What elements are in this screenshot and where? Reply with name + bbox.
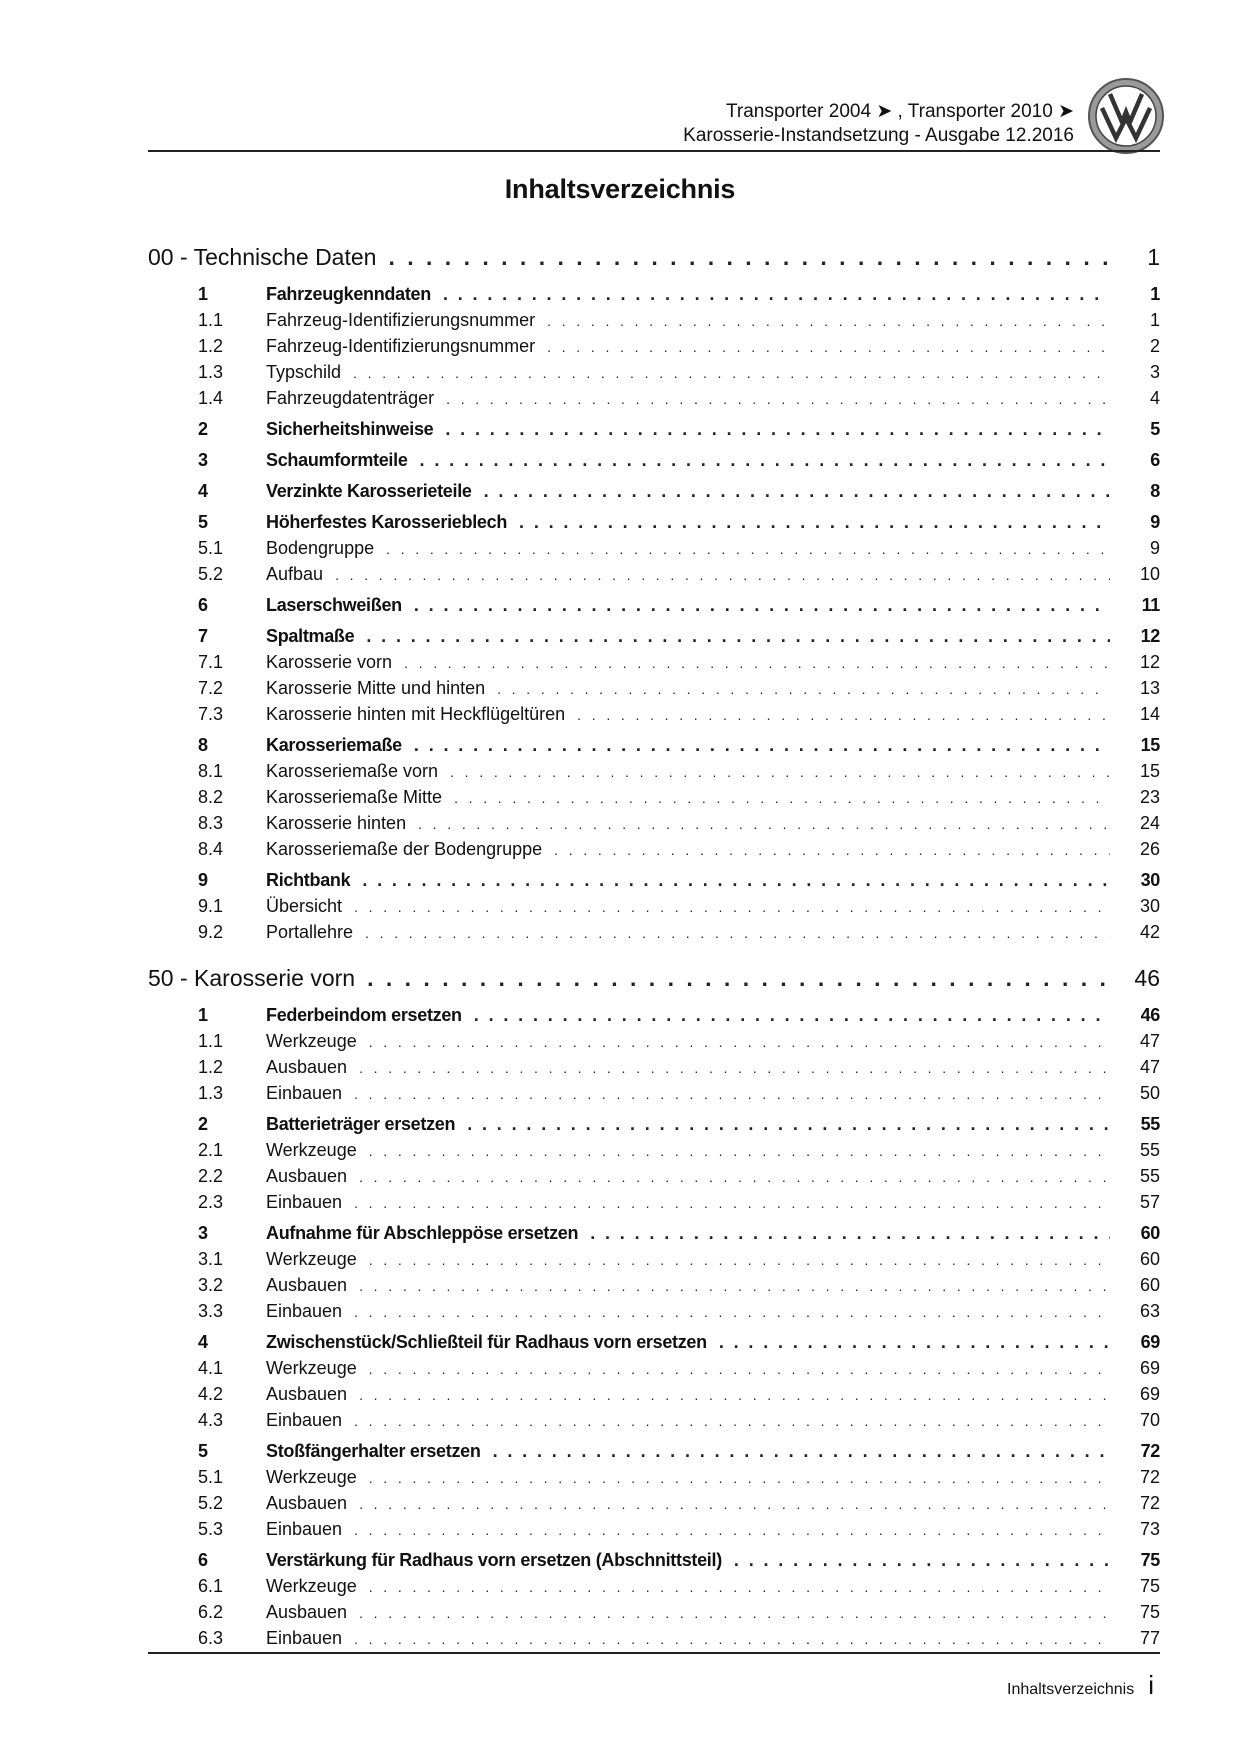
toc-dot-leader: [554, 837, 1110, 863]
toc-entry-title: Werkzeuge: [266, 1467, 357, 1487]
toc-entry[interactable]: 4 Verzinkte Karosserieteile . . . 8: [148, 478, 1160, 504]
footer-page-number: i: [1148, 1670, 1154, 1700]
toc-entry-page: 60: [1139, 1249, 1160, 1269]
toc-entry-title: Karosserie hinten: [266, 813, 407, 833]
toc-entry-page: 1: [1150, 284, 1160, 304]
header-rule: [148, 150, 1160, 152]
toc-entry-page: 13: [1139, 678, 1160, 698]
toc-entry-title: Fahrzeug-Identifizierungsnummer: [266, 310, 536, 330]
vw-logo-icon: [1086, 76, 1166, 156]
toc-dot-leader: [454, 785, 1110, 811]
toc-entry-title: Einbauen: [266, 1083, 343, 1103]
toc-entry-page: 30: [1140, 870, 1160, 890]
toc-entry[interactable]: 3.3 Einbauen . . . 63: [148, 1298, 1160, 1324]
toc-dot-leader: [734, 1547, 1110, 1573]
toc-entry[interactable]: 6 Verstärkung für Radhaus vorn ersetzen (Abschnittsteil) . . . 75: [148, 1547, 1160, 1573]
toc-entry-title: Einbauen: [266, 1410, 343, 1430]
toc-entry-page: 69: [1140, 1332, 1160, 1352]
toc-entry[interactable]: 8.1 Karosseriemaße vorn . . . 15: [148, 758, 1160, 784]
toc-entry-title: Zwischenstück/Schließteil für Radhaus vorn ersetzen: [266, 1332, 707, 1352]
toc-entry[interactable]: 1.2 Ausbauen . . . 47: [148, 1054, 1160, 1080]
toc-chapter-entry[interactable]: [148, 959, 1160, 997]
toc-entry-title: Einbauen: [266, 1192, 343, 1212]
toc-dot-leader: [445, 416, 1110, 442]
toc-entry-page: 9: [1149, 538, 1160, 558]
toc-entry-page: 1: [1149, 310, 1160, 330]
toc-entry-title: Ausbauen: [266, 1057, 348, 1077]
toc-entry[interactable]: 8.2 Karosseriemaße Mitte . . . 23: [148, 784, 1160, 810]
toc-entry[interactable]: 6.1 Werkzeuge . . . 75: [148, 1573, 1160, 1599]
toc-entry[interactable]: 1.3 Einbauen . . . 50: [148, 1080, 1160, 1106]
toc-entry-page: 3: [1149, 362, 1160, 382]
toc-entry-page: 60: [1140, 1223, 1160, 1243]
toc-entry-title: Spaltmaße: [266, 626, 355, 646]
toc-entry-title: Höherfestes Karosserieblech: [266, 512, 508, 532]
toc-entry-title: Werkzeuge: [266, 1576, 357, 1596]
toc-entry-title: Laserschweißen: [266, 595, 402, 615]
toc-entry-title: Fahrzeugdatenträger: [266, 388, 435, 408]
toc-entry-page: 69: [1139, 1384, 1160, 1404]
toc-entry[interactable]: 2.2 Ausbauen . . . 55: [148, 1163, 1160, 1189]
toc-entry-page: 77: [1139, 1628, 1160, 1648]
toc-dot-leader: [359, 1600, 1110, 1626]
toc-entry[interactable]: 7.1 Karosserie vorn . . . 12: [148, 649, 1160, 675]
toc-entry-title: Portallehre: [266, 922, 354, 942]
toc-entry-title: Karosserie hinten mit Heckflügeltüren: [266, 704, 566, 724]
toc-entry-title: Werkzeuge: [266, 1358, 357, 1378]
toc-entry-page: 6: [1150, 450, 1160, 470]
toc-dot-leader: [404, 650, 1110, 676]
toc-entry-title: Einbauen: [266, 1519, 343, 1539]
toc-entry-title: Ausbauen: [266, 1166, 348, 1186]
toc-entry[interactable]: 1 Fahrzeugkenndaten . . . 1: [148, 281, 1160, 307]
toc-entry-title: Verstärkung für Radhaus vorn ersetzen (Abschnittsteil): [266, 1550, 722, 1570]
toc-entry-page: 72: [1140, 1441, 1160, 1461]
toc-entry-title: Fahrzeugkenndaten: [266, 284, 431, 304]
toc-entry[interactable]: 5.2 Ausbauen . . . 72: [148, 1490, 1160, 1516]
toc-entry-title: Werkzeuge: [266, 1031, 357, 1051]
toc-entry-page: 55: [1139, 1140, 1160, 1160]
toc-entry-title: Einbauen: [266, 1628, 343, 1648]
toc-dot-leader: [359, 1491, 1110, 1517]
toc-entry-page: 75: [1139, 1576, 1160, 1596]
toc-entry-page: 42: [1139, 922, 1160, 942]
page-footer: [1007, 1670, 1154, 1701]
toc-entry-page: 15: [1140, 735, 1160, 755]
toc-entry-page: 70: [1139, 1410, 1160, 1430]
page-header: [148, 98, 1074, 150]
toc-dot-leader: [359, 1164, 1110, 1190]
toc-entry-page: 73: [1139, 1519, 1160, 1539]
toc-entry-page: 50: [1139, 1083, 1160, 1103]
toc-dot-leader: [365, 920, 1110, 946]
toc-entry-title: Karosserie Mitte und hinten: [266, 678, 486, 698]
toc-entry-page: 14: [1139, 704, 1160, 724]
toc-entry[interactable]: 5.3 Einbauen . . . 73: [148, 1516, 1160, 1542]
toc-entry[interactable]: 5 Stoßfängerhalter ersetzen . . . 72: [148, 1438, 1160, 1464]
toc-entry-page: 72: [1139, 1467, 1160, 1487]
toc-entry-page: 5: [1150, 419, 1160, 439]
toc-dot-leader: [719, 1329, 1110, 1355]
toc-entry-title: Richtbank: [266, 870, 351, 890]
toc-dot-leader: [493, 1438, 1110, 1464]
toc-entry[interactable]: 3.2 Ausbauen . . . 60: [148, 1272, 1160, 1298]
toc-entry[interactable]: 4 Zwischenstück/Schließteil für Radhaus vorn ersetzen . . . 69: [148, 1329, 1160, 1355]
toc-dot-leader: [354, 1081, 1110, 1107]
toc-entry-page: 57: [1139, 1192, 1160, 1212]
toc-entry[interactable]: 5 Höherfestes Karosserieblech . . . 9: [148, 509, 1160, 535]
toc-entry-page: 10: [1139, 564, 1160, 584]
toc-entry-title: Aufbau: [266, 564, 324, 584]
toc-entry-title: Karosseriemaße der Bodengruppe: [266, 839, 543, 859]
table-of-contents: [148, 238, 1160, 1651]
toc-entry-page: 12: [1140, 626, 1160, 646]
toc-dot-leader: [369, 1029, 1110, 1055]
toc-entry[interactable]: 7 Spaltmaße . . . 12: [148, 623, 1160, 649]
toc-entry[interactable]: 2.3 Einbauen . . . 57: [148, 1189, 1160, 1215]
toc-entry[interactable]: 1.1 Werkzeuge . . . 47: [148, 1028, 1160, 1054]
toc-entry-page: 63: [1139, 1301, 1160, 1321]
toc-entry-page: 4: [1149, 388, 1160, 408]
toc-entry[interactable]: 3 Aufnahme für Abschleppöse ersetzen . . . 60: [148, 1220, 1160, 1246]
toc-entry-page: 26: [1139, 839, 1160, 859]
toc-dot-leader: [369, 1138, 1110, 1164]
toc-dot-leader: [354, 894, 1110, 920]
toc-entry-title: Federbeindom ersetzen: [266, 1005, 462, 1025]
header-vehicle-models: Transporter 2004 ➤ , Transporter 2010 ➤: [726, 101, 1074, 122]
toc-dot-leader: [369, 1356, 1110, 1382]
toc-entry[interactable]: 6.2 Ausbauen . . . 75: [148, 1599, 1160, 1625]
toc-entry-page: 8: [1150, 481, 1160, 501]
toc-dot-leader: [359, 1382, 1110, 1408]
toc-entry-title: Ausbauen: [266, 1493, 348, 1513]
toc-entry-page: 72: [1139, 1493, 1160, 1513]
toc-entry-page: 30: [1139, 896, 1160, 916]
toc-entry-page: 55: [1139, 1166, 1160, 1186]
toc-entry[interactable]: 6 Laserschweißen . . . 11: [148, 592, 1160, 618]
toc-dot-leader: [414, 732, 1110, 758]
toc-entry[interactable]: 4.2 Ausbauen . . . 69: [148, 1381, 1160, 1407]
toc-entry[interactable]: 2 Batterieträger ersetzen . . . 55: [148, 1111, 1160, 1137]
toc-entry-title: Typschild: [266, 362, 342, 382]
toc-entry-page: 23: [1139, 787, 1160, 807]
toc-entry-page: 47: [1139, 1031, 1160, 1051]
toc-entry-page: 2: [1149, 336, 1160, 356]
toc-entry-page: 46: [1140, 1005, 1160, 1025]
toc-entry-title: Ausbauen: [266, 1275, 348, 1295]
toc-entry[interactable]: 8 Karosseriemaße . . . 15: [148, 732, 1160, 758]
toc-dot-leader: [446, 386, 1110, 412]
toc-dot-leader: [369, 1247, 1110, 1273]
toc-entry[interactable]: 9.1 Übersicht . . . 30: [148, 893, 1160, 919]
toc-entry-page: 9: [1150, 512, 1160, 532]
toc-entry-title: Schaumformteile: [266, 450, 408, 470]
toc-dot-leader: [414, 592, 1110, 618]
toc-entry-page: 12: [1139, 652, 1160, 672]
toc-entry-page: 46: [1134, 965, 1160, 991]
toc-entry[interactable]: 7.2 Karosserie Mitte und hinten . . . 13: [148, 675, 1160, 701]
toc-dot-leader: [359, 1273, 1110, 1299]
toc-dot-leader: [354, 1626, 1110, 1652]
toc-dot-leader: [354, 1190, 1110, 1216]
toc-entry-page: 75: [1139, 1602, 1160, 1622]
toc-dot-leader: [369, 1465, 1110, 1491]
toc-dot-leader: [443, 281, 1110, 307]
toc-entry[interactable]: 5.1 Bodengruppe . . . 9: [148, 535, 1160, 561]
toc-dot-leader: [386, 536, 1110, 562]
page-title: Inhaltsverzeichnis: [504, 174, 736, 204]
toc-entry[interactable]: 2 Sicherheitshinweise . . . 5: [148, 416, 1160, 442]
toc-entry-page: 69: [1139, 1358, 1160, 1378]
toc-entry-title: Verzinkte Karosserieteile: [266, 481, 472, 501]
toc-entry[interactable]: 6.3 Einbauen . . . 77: [148, 1625, 1160, 1651]
toc-entry-title: Werkzeuge: [266, 1140, 357, 1160]
toc-entry[interactable]: 1 Federbeindom ersetzen . . . 46: [148, 1002, 1160, 1028]
toc-dot-leader: [484, 478, 1110, 504]
toc-entry[interactable]: 5.2 Aufbau . . . 10: [148, 561, 1160, 587]
toc-entry[interactable]: 4.3 Einbauen . . . 70: [148, 1407, 1160, 1433]
toc-entry[interactable]: 4.1 Werkzeuge . . . 69: [148, 1355, 1160, 1381]
toc-entry-title: 00 - Technische Daten: [148, 244, 377, 270]
toc-entry-page: 11: [1141, 595, 1160, 615]
toc-entry-title: Sicherheitshinweise: [266, 419, 434, 439]
toc-entry-page: 55: [1140, 1114, 1160, 1134]
toc-entry[interactable]: 8.4 Karosseriemaße der Bodengruppe . . . 26: [148, 836, 1160, 862]
toc-dot-leader: [450, 759, 1110, 785]
toc-dot-leader: [367, 959, 1110, 997]
header-manual-edition: Karosserie-Instandsetzung - Ausgabe 12.2016: [683, 125, 1074, 146]
toc-entry[interactable]: 5.1 Werkzeuge . . . 72: [148, 1464, 1160, 1490]
toc-dot-leader: [388, 238, 1110, 276]
toc-dot-leader: [474, 1002, 1110, 1028]
toc-entry-title: Stoßfängerhalter ersetzen: [266, 1441, 481, 1461]
footer-label: Inhaltsverzeichnis: [1007, 1681, 1135, 1698]
toc-entry[interactable]: 1.3 Typschild . . . 3: [148, 359, 1160, 385]
toc-entry[interactable]: 8.3 Karosserie hinten . . . 24: [148, 810, 1160, 836]
toc-dot-leader: [577, 702, 1110, 728]
toc-entry[interactable]: 1.4 Fahrzeugdatenträger . . . 4: [148, 385, 1160, 411]
toc-dot-leader: [354, 1517, 1110, 1543]
toc-entry-title: Fahrzeug-Identifizierungsnummer: [266, 336, 536, 356]
toc-dot-leader: [418, 811, 1110, 837]
toc-entry-title: Karosseriemaße: [266, 735, 402, 755]
toc-entry-title: Übersicht: [266, 896, 343, 916]
toc-entry[interactable]: 3 Schaumformteile . . . 6: [148, 447, 1160, 473]
toc-entry-page: 47: [1139, 1057, 1160, 1077]
toc-dot-leader: [335, 562, 1110, 588]
toc-dot-leader: [497, 676, 1110, 702]
toc-entry-page: 60: [1139, 1275, 1160, 1295]
toc-entry[interactable]: 7.3 Karosserie hinten mit Heckflügeltüren . . . 14: [148, 701, 1160, 727]
toc-entry[interactable]: 2.1 Werkzeuge . . . 55: [148, 1137, 1160, 1163]
toc-entry-title: Batterieträger ersetzen: [266, 1114, 456, 1134]
toc-dot-leader: [354, 1408, 1110, 1434]
toc-dot-leader: [420, 447, 1110, 473]
toc-chapter-entry[interactable]: [148, 238, 1160, 276]
toc-dot-leader: [362, 867, 1110, 893]
toc-dot-leader: [467, 1111, 1110, 1137]
toc-dot-leader: [354, 1299, 1110, 1325]
toc-entry-title: Einbauen: [266, 1301, 343, 1321]
toc-dot-leader: [359, 1055, 1110, 1081]
toc-entry-title: Karosserie vorn: [266, 652, 393, 672]
toc-entry[interactable]: 1.2 Fahrzeug-Identifizierungsnummer . . . 2: [148, 333, 1160, 359]
toc-entry[interactable]: 1.1 Fahrzeug-Identifizierungsnummer . . . 1: [148, 307, 1160, 333]
toc-entry-page: 15: [1139, 761, 1160, 781]
toc-dot-leader: [353, 360, 1110, 386]
toc-entry-title: Karosseriemaße vorn: [266, 761, 439, 781]
toc-entry-title: Ausbauen: [266, 1384, 348, 1404]
toc-entry[interactable]: 9.2 Portallehre . . . 42: [148, 919, 1160, 945]
footer-rule: [148, 1652, 1160, 1654]
toc-entry-page: 24: [1139, 813, 1160, 833]
toc-entry-page: 1: [1147, 244, 1160, 270]
toc-dot-leader: [366, 623, 1110, 649]
toc-entry-page: 75: [1140, 1550, 1160, 1570]
toc-entry-title: Aufnahme für Abschleppöse ersetzen: [266, 1223, 579, 1243]
toc-entry-title: Werkzeuge: [266, 1249, 357, 1269]
toc-dot-leader: [369, 1574, 1110, 1600]
toc-dot-leader: [547, 334, 1110, 360]
toc-entry-title: Ausbauen: [266, 1602, 348, 1622]
toc-entry-title: 50 - Karosserie vorn: [148, 965, 356, 991]
toc-dot-leader: [590, 1220, 1110, 1246]
toc-entry-title: Karosseriemaße Mitte: [266, 787, 443, 807]
toc-dot-leader: [519, 509, 1110, 535]
toc-entry[interactable]: 3.1 Werkzeuge . . . 60: [148, 1246, 1160, 1272]
toc-entry[interactable]: 9 Richtbank . . . 30: [148, 867, 1160, 893]
toc-dot-leader: [547, 308, 1110, 334]
toc-entry-title: Bodengruppe: [266, 538, 375, 558]
